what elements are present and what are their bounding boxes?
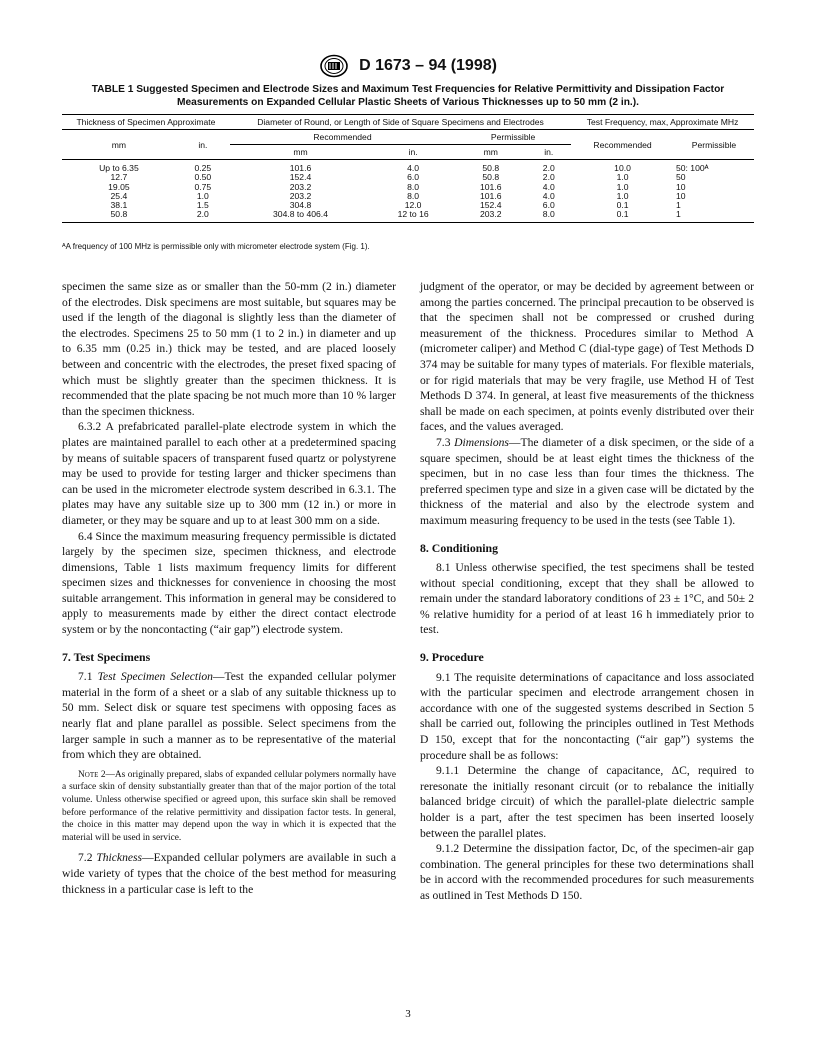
table-cell: 101.6 [480, 190, 502, 201]
table-cell: 8.0 [407, 190, 420, 201]
permissible-header: Permissible [455, 130, 571, 145]
section-heading-7: 7. Test Specimens [62, 649, 151, 664]
paragraph-6-3-2: 6.3.2 A prefabricated parallel-plate electrode system in which the plates are maintained parallel to each other at a predetermined spacing by means of suitable spacers of transparent fused quartz or polystyrene may be used to provide for testing larger and thicker specimens than can be used in the micrometer electrode system described in 6.3.1. The plates may have any suitable size up to 300 mm (12 in.) or more in diameter, or they may be square and up to at least 300 mm on a side. [62, 420, 396, 527]
table-cell: 0.1 [616, 200, 629, 211]
table-cell: 8.0 [526, 210, 571, 222]
table-cell: 38.1 [110, 200, 128, 211]
specimen-table [62, 114, 754, 223]
table-cell: 304.8 [289, 200, 312, 211]
thickness-mm-header: mm [62, 130, 176, 160]
table-cell: 101.6 [480, 181, 502, 192]
table-cell: 1.0 [616, 181, 629, 192]
note-2: Note 2—As originally prepared, slabs of expanded cellular polymers normally have a surface skin of density substantially greater than that of the major portion of the total volume. Unless otherwise specified or agreed upon, this surface skin shall be removed before performance of the relative permittivity and dissipation factor tests. In general, the choice in this matter may depend upon the way in which it is expected that the material will be used in service. [62, 769, 396, 843]
table-cell: 0.75 [194, 181, 212, 192]
table-cell: 6.0 [542, 200, 555, 211]
frequency-header: Test Frequency, max, Approximate MHz [571, 115, 754, 130]
table-cell: 50 [675, 172, 686, 183]
table-cell: 50.8 [482, 172, 500, 183]
freq-permissible-header: Permissible [674, 130, 754, 160]
table-cell: 12 to 16 [371, 210, 455, 222]
table-cell: 2.0 [542, 172, 555, 183]
table-cell: 203.2 [289, 190, 312, 201]
table-cell: 152.4 [480, 200, 502, 211]
document-id: D 1673 – 94 (1998) [359, 57, 497, 74]
paragraph-9-1-1: 9.1.1 Determine the change of capacitance, ΔC, required to reresonate the initially resonant circuit (or to rebalance the initially balanced bridge circuit) of which the parallel-plate dielectric sample holder is a part, after the test specimen has been inserted loosely between the parallel plates. [420, 764, 754, 840]
paragraph: judgment of the operator, or may be decided by agreement between or among the parties concerned. The principal precaution to be observed is that the specimen shall not be compressed or crushed during measurement of the thickness. Procedures similar to Method A (micrometer caliper) and Method C (dial-type gage) of Test Methods D 374 may be suitable for many types of materials. For flexible materials, or for rigid materials that may be very fragile, use Method H of Test Methods D 374. In general, at least five measurements of the thickness shall be made on each specimen, at points evenly distributed over their faces, and the values averaged. [420, 280, 754, 434]
table-cell: 6.0 [407, 172, 420, 183]
paragraph-9-1: 9.1 The requisite determinations of capacitance and loss associated with the particular specimen and electrode arrangement chosen in accordance with one of the suggested systems described in Section 5 shall be carried out, following the principles outlined in Test Methods D 150, except that for the noncontacting (“air gap”) systems the procedure shall be as follows: [420, 670, 754, 762]
perm-mm-header: mm [455, 145, 526, 160]
paragraph: specimen the same size as or smaller than the 50-mm (2 in.) diameter of the electrodes. Disk specimens are most suitable, but squares may be used if the length of the diagonal is slightly less than the diameter of the electrodes. Specimens 25 to 50 mm (1 to 2 in.) in diameter and up to 6.35 mm (0.25 in.) thick may be tested, and are placed loosely between and concentric with the electrodes, the preset fixed spacing of which must be slightly greater than the specimen thickness. It is recommended that the plate spacing be not much more than 10 % larger than the specimen thickness. [62, 280, 396, 418]
table-cell: 1.0 [616, 190, 629, 201]
page-header [0, 54, 816, 78]
table-cell: 4.0 [407, 163, 420, 173]
table-cell: 10 [675, 181, 686, 192]
rec-mm-header: mm [230, 145, 371, 160]
paragraph-7-2: 7.2 Thickness—Expanded cellular polymers are available in such a wide variety of types that the choice of the best method for measuring thickness in a particular case is left to the [62, 851, 397, 896]
table-row [62, 210, 754, 222]
recommended-header: Recommended [230, 130, 455, 145]
table-cell: 10 [675, 190, 686, 201]
rec-in-header: in. [371, 145, 455, 160]
table-cell: 0.50 [194, 172, 212, 183]
paragraph-7-1: 7.1 Test Specimen Selection—Test the expanded cellular polymer material in the form of a sheet or a slab of any suitable thickness up to 50 mm. Select disk or square test specimens with opposing faces as nearly flat and plane parallel as possible. Select specimens from the larger sample in such a manner as to be representative of the material from which they are obtained. [62, 670, 396, 762]
table-caption: TABLE 1 Suggested Specimen and Electrode Sizes and Maximum Test Frequencies for Relative Permittivity and Dissipation Factor Measurements on Expanded Cellular Plastic Sheets of Various Thicknesses up to 50 mm (2 in.). [91, 84, 725, 108]
table-cell: 203.2 [455, 210, 526, 222]
table-cell: 0.1 [571, 210, 674, 222]
section-heading-8: 8. Conditioning [420, 540, 499, 555]
paragraph-8-1: 8.1 Unless otherwise specified, the test specimens shall be tested without special conditioning, except that they shall be allowed to remain under the standard laboratory conditions of 23 ± 1°C, and 50± 2 % relative humidity for a period of at least 16 h immediately prior to test. [420, 561, 754, 637]
table-cell: 25.4 [110, 190, 128, 201]
table-cell: 152.4 [289, 172, 312, 183]
paragraph-7-3: 7.3 Dimensions—The diameter of a disk specimen, or the side of a square specimen, should be at least eight times the thickness of the specimen, but in no case less than four times the thickness. The preferred specimen type and size in a given case will be dictated by the thickness of the material and also by the electrode system and maximum measuring frequency to be used in the tests (see Table 1). [420, 435, 754, 527]
table-cell: 12.7 [110, 172, 128, 183]
table-cell: 8.0 [407, 181, 420, 192]
table-cell: 203.2 [289, 181, 312, 192]
right-column [420, 279, 754, 904]
table-cell: Up to 6.35 [99, 163, 139, 173]
table-cell: 1 [675, 200, 681, 211]
table-cell: 101.6 [289, 163, 312, 173]
table-cell: 1.5 [196, 200, 209, 211]
table-footnote: ᴬA frequency of 100 MHz is permissible only with micrometer electrode system (Fig. 1). [62, 242, 370, 251]
table-cell: 304.8 to 406.4 [230, 210, 371, 222]
paragraph-9-1-2: 9.1.2 Determine the dissipation factor, Dc, of the specimen-air gap combination. The general principles for these two determinations shall be in accord with the recommended procedures for such measurements as outlined in Test Methods D 150. [420, 842, 754, 902]
table-cell: 50: 100ᴬ [675, 163, 709, 173]
left-column [62, 279, 396, 897]
table-cell: 1 [674, 210, 754, 222]
table-cell: 2.0 [176, 210, 230, 222]
table-cell: 12.0 [404, 200, 422, 211]
table-cell: 50.8 [62, 210, 176, 222]
thickness-header: Thickness of Specimen Approximate [62, 115, 230, 130]
table-cell: 4.0 [542, 181, 555, 192]
perm-in-header: in. [526, 145, 571, 160]
table-cell: 4.0 [542, 190, 555, 201]
paragraph-6-4: 6.4 Since the maximum measuring frequency permissible is dictated largely by the specimen size, specimen thickness, and electrode dimensions, Table 1 lists maximum frequency limits for different specimen sizes and thicknesses for convenience in choosing the most suitable arrangement. This information in general may be considered to apply to measurements made by either the direct contact electrode system or by the noncontacting (“air gap”) electrode system. [62, 529, 396, 637]
table-cell: 2.0 [542, 163, 555, 173]
table-cell: 0.25 [194, 163, 212, 173]
table-row [62, 160, 754, 174]
table-cell: 1.0 [196, 190, 209, 201]
table-cell: 1.0 [616, 172, 629, 183]
table-cell: 10.0 [614, 163, 631, 173]
section-heading-9: 9. Procedure [420, 650, 484, 665]
table-cell: 19.05 [108, 181, 130, 192]
table-cell: 50.8 [482, 163, 500, 173]
page-number: 3 [405, 1008, 411, 1020]
thickness-in-header: in. [176, 130, 230, 160]
astm-logo [319, 54, 349, 78]
diameter-header: Diameter of Round, or Length of Side of Square Specimens and Electrodes [230, 115, 571, 130]
freq-recommended-header: Recommended [571, 130, 674, 160]
